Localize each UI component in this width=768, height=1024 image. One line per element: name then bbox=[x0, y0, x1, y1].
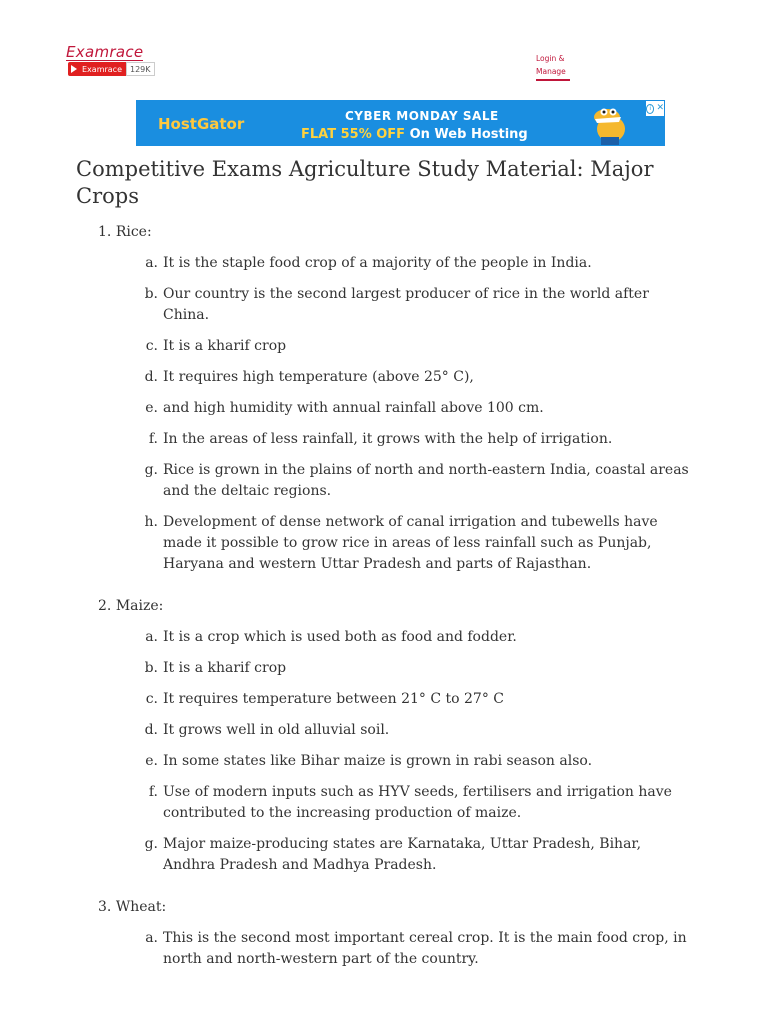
list-item bbox=[144, 834, 693, 876]
list-item bbox=[145, 253, 693, 274]
item-letter: a. bbox=[145, 629, 158, 645]
item-letter: g. bbox=[144, 836, 158, 852]
list-item bbox=[148, 429, 693, 450]
gator-mascot-icon bbox=[587, 103, 631, 145]
section-number: 3. bbox=[98, 899, 112, 915]
item-letter: b. bbox=[144, 286, 158, 302]
login-link-line2: Manage bbox=[536, 67, 566, 76]
item-letter: f. bbox=[148, 431, 158, 447]
page-title: Competitive Exams Agriculture Study Material: Major Crops bbox=[76, 157, 654, 208]
list-item bbox=[144, 367, 693, 388]
item-letter: e. bbox=[145, 753, 158, 769]
item-text: It grows well in old alluvial soil. bbox=[163, 722, 390, 738]
item-letter: b. bbox=[144, 660, 158, 676]
youtube-subscribe-widget[interactable] bbox=[68, 62, 155, 76]
section-number: 2. bbox=[98, 598, 112, 614]
ad-offer-rest: On Web Hosting bbox=[405, 127, 528, 142]
ad-brand-name: HostGator bbox=[158, 115, 245, 133]
item-letter: h. bbox=[144, 514, 158, 530]
item-text: It is a crop which is used both as food and fodder. bbox=[163, 629, 517, 645]
ad-controls bbox=[646, 101, 664, 116]
item-letter: e. bbox=[145, 400, 158, 416]
item-text: In the areas of less rainfall, it grows with the help of irrigation. bbox=[163, 431, 613, 447]
item-text: It is a kharif crop bbox=[163, 660, 287, 676]
item-text: It is the staple food crop of a majority of the people in India. bbox=[163, 255, 592, 271]
youtube-subscribe-button[interactable] bbox=[68, 62, 126, 76]
section-rice bbox=[98, 222, 768, 575]
section-number: 1. bbox=[98, 224, 112, 240]
section-wheat bbox=[98, 897, 768, 970]
list-item bbox=[145, 398, 693, 419]
ad-offer-highlight: FLAT 55% OFF bbox=[301, 127, 406, 142]
list-item bbox=[145, 928, 693, 970]
section-name: Rice: bbox=[115, 224, 152, 240]
list-item bbox=[144, 720, 693, 741]
list-item bbox=[144, 658, 693, 679]
list-item bbox=[148, 782, 693, 824]
item-text: and high humidity with annual rainfall above 100 cm. bbox=[163, 400, 544, 416]
close-icon[interactable]: ✕ bbox=[656, 103, 664, 113]
section-heading bbox=[98, 222, 768, 243]
info-icon[interactable]: i bbox=[646, 104, 654, 114]
youtube-subscriber-count: 129K bbox=[126, 62, 155, 76]
item-text: Use of modern inputs such as HYV seeds, fertilisers and irrigation have contributed to the increasing production of maize. bbox=[163, 784, 672, 821]
list-item bbox=[145, 751, 693, 772]
item-text: Major maize-producing states are Karnataka, Uttar Pradesh, Bihar, Andhra Pradesh and Madhya Pradesh. bbox=[163, 836, 642, 873]
item-letter: c. bbox=[145, 338, 158, 354]
item-letter: d. bbox=[144, 722, 158, 738]
site-header bbox=[0, 0, 768, 96]
list-item bbox=[145, 689, 693, 710]
youtube-channel-label: Examrace bbox=[82, 64, 122, 74]
item-text: In some states like Bihar maize is grown in rabi season also. bbox=[163, 753, 593, 769]
list-item bbox=[145, 627, 693, 648]
section-heading bbox=[98, 897, 768, 918]
section-name: Wheat: bbox=[115, 899, 167, 915]
ad-offer bbox=[301, 127, 528, 142]
item-text: It is a kharif crop bbox=[163, 338, 287, 354]
section-maize bbox=[98, 596, 768, 876]
section-heading bbox=[98, 596, 768, 617]
examrace-logo[interactable]: Examrace bbox=[66, 43, 144, 61]
ad-banner[interactable] bbox=[136, 100, 665, 146]
ad-headline: CYBER MONDAY SALE bbox=[345, 109, 499, 123]
item-text: It requires high temperature (above 25° C), bbox=[163, 369, 474, 385]
list-item bbox=[144, 460, 693, 502]
item-text: It requires temperature between 21° C to 27° C bbox=[163, 691, 504, 707]
list-item bbox=[144, 284, 693, 326]
article-body bbox=[0, 222, 768, 991]
login-manage-link[interactable] bbox=[536, 52, 570, 81]
item-text: Rice is grown in the plains of north and north-eastern India, coastal areas and the deltaic regions. bbox=[163, 462, 689, 499]
item-letter: d. bbox=[144, 369, 158, 385]
item-text: This is the second most important cereal crop. It is the main food crop, in north and north-western part of the country. bbox=[163, 930, 687, 967]
item-letter: a. bbox=[145, 930, 158, 946]
list-item bbox=[144, 512, 693, 575]
youtube-play-icon bbox=[71, 65, 77, 73]
item-letter: c. bbox=[145, 691, 158, 707]
sub-list bbox=[98, 253, 768, 575]
section-name: Maize: bbox=[115, 598, 164, 614]
item-text: Development of dense network of canal irrigation and tubewells have made it possible to grow rice in areas of less rainfall such as Punjab, Haryana and western Uttar Pradesh and parts of Rajasthan. bbox=[163, 514, 658, 572]
sub-list bbox=[98, 928, 768, 970]
sub-list bbox=[98, 627, 768, 876]
list-item bbox=[145, 336, 693, 357]
item-letter: f. bbox=[148, 784, 158, 800]
item-letter: g. bbox=[144, 462, 158, 478]
item-letter: a. bbox=[145, 255, 158, 271]
login-link-line1: Login & bbox=[536, 54, 565, 63]
item-text: Our country is the second largest producer of rice in the world after China. bbox=[163, 286, 649, 323]
